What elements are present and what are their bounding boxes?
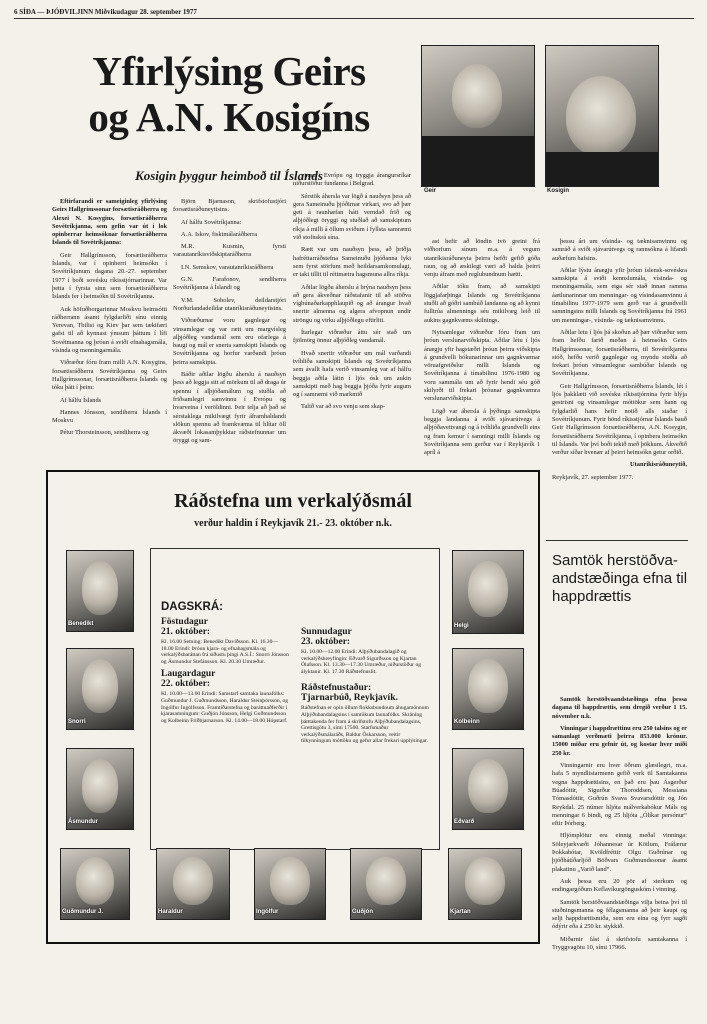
paragraph: Samtök herstöðvaandstæðinga efna þessa dagana til happdrættis, sem dregið verður 1 15. nóvember n.k.: [552, 696, 687, 720]
venue-heading: Ráðstefnustaður:: [301, 683, 372, 694]
headline: [44, 48, 414, 140]
paragraph: A.A. Iskov, fiskimálaráðherra: [181, 230, 258, 238]
portrait-caption: Snorri: [68, 719, 86, 725]
portrait-photo: [66, 648, 134, 730]
headline-line-1: Yfirlýsing Geirs: [92, 48, 366, 94]
subheadline: Kosigin þyggur heimboð til Íslands: [135, 168, 323, 183]
paragraph: Af hálfu Sovétríkjanna:: [181, 218, 242, 226]
paragraph: Talið var að svo venju sem skap-: [301, 403, 386, 411]
venue-info: Ráðstefnan er opin öllum flokksbundnum áhugamönnum Alþýðubandalagsins í samtökum launafólks. Skráning þátttakenda fer fram á skrifstofu Alþýðubandalagsins, Grettisgötu 3, sími 17500. Starfsmaður verkalýðsmálaráðs, Baldur Óskarsson, veitir tilkynningum móttöku og gefur allar frekari upplýsingar.: [301, 705, 429, 745]
signature: Utanríkisráðuneytið,: [630, 461, 687, 469]
paragraph: Samtök herstöðvaandstæðinga vilja beina því til stuðningsmanna og félagsmanna að þeir kaupi og selji happdrættismiða, sem eru eina og fyrr sagði ódýrir eða á 250 kr. stykkið.: [552, 898, 687, 931]
article-column-5: [552, 238, 687, 538]
page-header: 6 SÍÐA — ÞJÓÐVILJINN Miðvikudagur 28. september 1977: [14, 8, 694, 19]
portrait-photo: [452, 748, 524, 830]
paragraph: Hannes Jónsson, sendiherra Íslands í Moskvu: [52, 408, 167, 425]
portrait-caption: Ásmundur: [68, 819, 98, 825]
paragraph: G.N. Farafonov, sendiherra Sovétríkjanna á Íslandi og: [173, 276, 286, 292]
portrait-caption: Guðmundur J.: [62, 909, 103, 915]
signature-date: Reykjavík, 27. september 1977.: [552, 473, 634, 481]
paragraph: M.R. Kusmin, fyrsti varautanríkisviðskiptaráðherra: [173, 243, 286, 259]
portrait-photo: [452, 550, 524, 634]
paragraph: Björn Bjarnason, skrifstofustjóri forsætisráðuneytisins.: [173, 198, 286, 214]
sunday-date: 23. október:: [301, 637, 351, 647]
portrait-caption: Eðvarð: [454, 819, 475, 825]
paragraph: þessu ári um vísinda- og tæknisamvinnu og samráð á sviði sjávarútvegs og rannsókna á lifandi auðæfum hafsins.: [552, 238, 687, 262]
friday-day: Föstudagur: [161, 617, 208, 627]
geir-photo: [421, 45, 535, 187]
sunday-program: Kl. 10.00—12.00 Erindi: Alþýðubandalagið og verkalýðshreyfingin: Eðvarð Sigurðsson og Kjartan Ólafsson. Kl. 13.30—17.30 Umræður, niðurstöður og ályktanir. Kl. 17.30 Ráðstefnuslit.: [301, 649, 422, 675]
article-column-2: [173, 198, 286, 466]
venue-place: Tjarnarbúð, Reykjavík.: [301, 693, 398, 704]
agenda-box: [150, 548, 440, 850]
portrait-caption: Kjartan: [450, 909, 471, 915]
saturday-day: Laugardagur: [161, 669, 216, 680]
paragraph: I.N. Semskov, varautanríkisráðherra: [181, 263, 274, 271]
paragraph: Sérstök áhersla var lögð á nauðsyn þess að gera Sameinuðu þjóðirnar virkari, svo að þær geti á raunhæfan hátt verndað frið og alþjóðlegt öryggi og stuðlað að samskiptum ríkja á milli á öllum sviðum í fyllsta samræmi við stofnskrá sína.: [293, 192, 411, 242]
saturday-program: Kl. 10.00—13.00 Erindi: Samstarf samtaka launafólks: Guðmundur J. Guðmundsson, Haraldur Steinþórsson, og Ingólfur Ingólfsson. Framtíðarstefna og baráttuaðferðir í kjarasamningum: Guðjón Jónsson, Helgi Guðmundsson og Kolbeinn Friðbjarnarson. Kl. 14.00—18.00 Hópstarf.: [161, 691, 289, 724]
paragraph: Auk höfuðborgarinnar Moskvu heimsótti ráðherrann ásamt fylgdarliði sínu einnig Yerevan, Tbilisi og Kiev þar sem tækifæri gafst til að kynnast ýmsum þáttum í lífi Sovétmanna og þróun á sviði efnahagsmála, vísinda og menningarmála.: [52, 305, 167, 355]
article-column-3: [293, 172, 411, 466]
paragraph: Aðilar tóku fram, að samskipti löggjafarþinga Íslands og Sovétríkjanna stuðli að góðri sambúð landanna og að kynni fulltrúa almennings séu mikilvæg leið til aukins gagnkvæms skilnings.: [424, 283, 540, 324]
conference-title: Ráðstefna um verkalýðsmál: [174, 490, 412, 512]
paragraph: V.M. Sobolev, deildarstjóri Norðurlandadeildar utanríkisráðuneytisins.: [173, 296, 286, 312]
portrait-caption: Helgi: [454, 623, 469, 629]
portrait-caption: Benedikt: [68, 621, 94, 627]
paragraph: Vinningar í happdrættinu eru 250 talsins og er samanlagt verðmæti þeirra 853.000 krónur. 15000 miðar eru gefnir út, og kostar hver miði 250 kr.: [552, 724, 687, 757]
portrait-photo: [452, 648, 524, 730]
agenda-heading: DAGSKRÁ:: [161, 601, 223, 613]
article-column-1: [52, 198, 167, 466]
paragraph: Miðarnir fást á skrifstofu samtakanna í Tryggvagötu 10, sími 17966.: [552, 935, 687, 952]
friday-date: 21. október:: [161, 627, 211, 637]
headline-line-2: og A.N. Kosigíns: [88, 94, 370, 140]
paragraph: Rætt var um nauðsyn þess, að þriðja hafréttarráðstefna Sameinuðu þjóðanna lyki sem fyrst störfum með heildarsamkomulagi, er taki tillit til réttmætra hagsmuna allra ríkja.: [293, 246, 411, 279]
sunday-day: Sunnudagur: [301, 627, 352, 637]
paragraph: Geir Hallgrímsson, forsætisráðherra Íslands, var í opinberri heimsókn í Sovétríkjunum dagana 20.-27. september 1977 í boði sovésku ríkisstjórnarinnar. Var þetta í fyrsta sinn sem forsætisráðherra Íslands fer í heimsókn til Sovétríkjanna.: [52, 251, 167, 301]
paragraph: Báðir aðilar lögðu áherslu á nauðsyn þess að leggja sitt af mörkum til að draga úr spennu í alþjóðamálum og stuðla að friðsamlegri samvinnu í Evrópu og hvarvetna í veröldinni. Þeir telja að það sé sérstaklega mikilvægt fyrir áframhaldandi slökun spennu að framkvæma til hlítar öll ákvæði lokasamþykktar ráðstefnunnar um öryggi og sam-: [173, 371, 286, 445]
conference-subtitle: verður haldin í Reykjavík 21.- 23. október n.k.: [194, 518, 392, 529]
article-column-4: [424, 238, 540, 466]
portrait-caption: Kolbeinn: [454, 719, 480, 725]
paragraph: Af hálfu Íslands: [60, 396, 102, 404]
portrait-caption: Haraldur: [158, 909, 183, 915]
paragraph: Pétur Thorsteinsson, sendiherra og: [60, 429, 149, 437]
kosigin-caption: Kosigin: [547, 188, 569, 194]
divider: [546, 540, 688, 541]
paragraph: Nytsamlegar viðræður fóru fram um þróun verslunarviðskipta. Aðilar létu í ljós ánægju yfir hagstæðri þróun þeirra viðskipta á grundvelli bókunarinnar um gagnkvæmar vöruafgreiðslur milli Íslands og Sovétríkjanna á tímabilinu 1976-1980 og voru sammála um að fyrir hendi séu góð skilyrði til frekari þróunar gagnkvæmra verslunarviðskipta.: [424, 328, 540, 403]
saturday-date: 22. október:: [161, 679, 211, 690]
paragraph: Eftirfarandi er sameiginleg yfirlýsing Geirs Hallgrímssonar forsætisráðherra og Alexei N. Kosygins, forsætisráðherra Sovétríkjanna, sem gefin var út í lok opinberrar heimsóknar forsætisráðherra Íslands til Sovétríkjanna:: [52, 198, 167, 247]
lottery-article: [552, 696, 687, 966]
paragraph: Viðræður fóru fram milli A.N. Kosygins, forsætisráðherra Sovétríkjanna og Geirs Hallgrímssonar, forsætisráðherra Íslands og tóku þátt í þeim:: [52, 359, 167, 392]
paragraph: Geir Hallgrímsson, forsætisráðherra Íslands, lét í ljós þakklæti við sovésku ríkisstjórnina fyrir hlýja gestrisni og vinsamlegar móttökur sem hann og fylgdarlið hans hefir notið alls staðar í Sovétríkjunum. Fyrir hönd ríkisstjórnar Íslands bauð Geir Hallgrímsson forsætisráðherra, A.N. Kosygin, forsætisráðherra Sovétríkjanna, í opinbera heimsókn til Íslands. Var því boði tekið með þökkum. Ákveðið verður síðar hvenær af þeirri heimsókn getur orðið.: [552, 382, 687, 457]
paragraph: ast hefir að löndin tvö greini frá viðhorfum sínum m.a. á vegum utanríkisráðuneyta þeirra hefði gefið góða raun, og að æskilegt væri að halda þeirri venju áfram með reglubundnum hætti.: [424, 238, 540, 279]
kosigin-photo: [545, 45, 659, 187]
paragraph: Lögð var áhersla á þýðingu samskipta beggja landanna á sviði sjávarútvegs á alþjóðavettvangi og á tvíhliða grundvelli eins og fram kemur í samningi milli Íslands og Sovétríkjanna sem gerður var í Reykjavík 1 apríl á: [424, 407, 540, 457]
paragraph: Aðilar letu í ljós þá skoðun að þær viðræður sem fram hefðu farið meðan á heimsókn Geirs Hallgrímssonar, forsætisráðherra, til Sovétríkjanna stóð, hefðu verið gagnlegar og myndu stuðla að frekari þróun vinsamlegrar sambúðar Íslands og Sovétríkjanna.: [552, 328, 687, 378]
paragraph: Viðræðurnar voru gagnlegar og vinsamlegar og var rætt um margvísleg alþjóðleg vandamál sem eru ofarlega á baugi og mál er snerta samskipti Íslands og Sovétríkjanna og horfur varðandi þróun þeirra samskipta.: [173, 317, 286, 366]
geir-caption: Geir: [424, 188, 437, 194]
paragraph: Hvað snertir viðræður um mál varðandi tvíhliða samskipti Íslands og Sovétríkjanna sem ávallt hafa verið vinsamleg var af hálfu beggja aðila látin í ljós ósk um aukin samskipti með hag beggja þjóða fyrir augum og í samræmi við markmið: [293, 349, 411, 399]
paragraph: vinnu í Evrópu og tryggja árangursríkar niðurstöður fundanna í Belgrad.: [293, 172, 411, 188]
paragraph: Ítarlegar viðræður áttu sér stað um fjölmörg önnur alþjóðleg vandamál.: [293, 329, 411, 345]
lottery-title: Samtök herstöðva-andstæðinga efna til happdrættis: [552, 552, 688, 605]
portrait-photo: [66, 550, 134, 632]
paragraph: Vinningarnir eru hver öðrum glæsilegri, m.a. hafa 5 myndlistarmenn gefið verk til Samtakanna vegna happdrættisins, en það eru þau Ásgerður Búadóttir, Sigurður Thoroddsen, Messíana Tómasdóttir, Guðrún Svava Svavarsdóttir og Jón Reykdal. 25 númer hljóta málverkabókur Máls og menningar 6 bindi, og 25 hljóta „Ólíkar persónur“ eftir Þórberg.: [552, 762, 687, 828]
portrait-caption: Guðjón: [352, 909, 373, 915]
paragraph: Aðilar lýstu ánægju yfir þróun íslensk-sovéskra samskipta á sviði kennslumála, vísinda- og menningarmála, sem eiga sér stað innan ramma áætlunarinnar um menningar- og vísindasamvinnu á tímabilinu 1977-1979 sem gerð var á grundvelli samningsins milli Íslands og Sovétríkjanna frá 1961 um menningar-, vísinda- og tæknisamvinnu.: [552, 266, 687, 324]
paragraph: Hljómplötur eru einnig meðal vinninga: Söleyjarkvæði Jóhannesar úr Kötlum, Fráfærur Þokkabótar, Kvöldfréttir Olgu Guðrúnar og þjóðhátíðarljóð Böðvars Guðmundssonar ásamt plakatinu „Varið land“.: [552, 832, 687, 873]
conference-box: [46, 470, 540, 944]
portrait-caption: Ingólfur: [256, 909, 279, 915]
portrait-photo: [66, 748, 134, 830]
paragraph: Auk þessa eru 20 pör af sterkum og endingargóðum Keflavíkurgönguskóm í vinning.: [552, 877, 687, 894]
friday-program: Kl. 16.00 Setning: Benedikt Davíðsson. Kl. 16.30—18.00 Erindi: Þróun kjara- og efnahagsmála og verkalýðsbaráttan frá síðustu þingi A.S.Í.: Snorri Jónsson og Ásmundur Stefánsson. Kl. 20.30 Umræður.: [161, 639, 289, 665]
paragraph: Aðilar lögðu áherslu á brýna nauðsyn þess að gera ákveðnar ráðstafanir til að stöðva vígbúnaðarkapphlaupið og að árangur hvað snertir almenna og algera afvopnun undir ströngu og virku alþjóðlegu eftirliti.: [293, 283, 411, 324]
